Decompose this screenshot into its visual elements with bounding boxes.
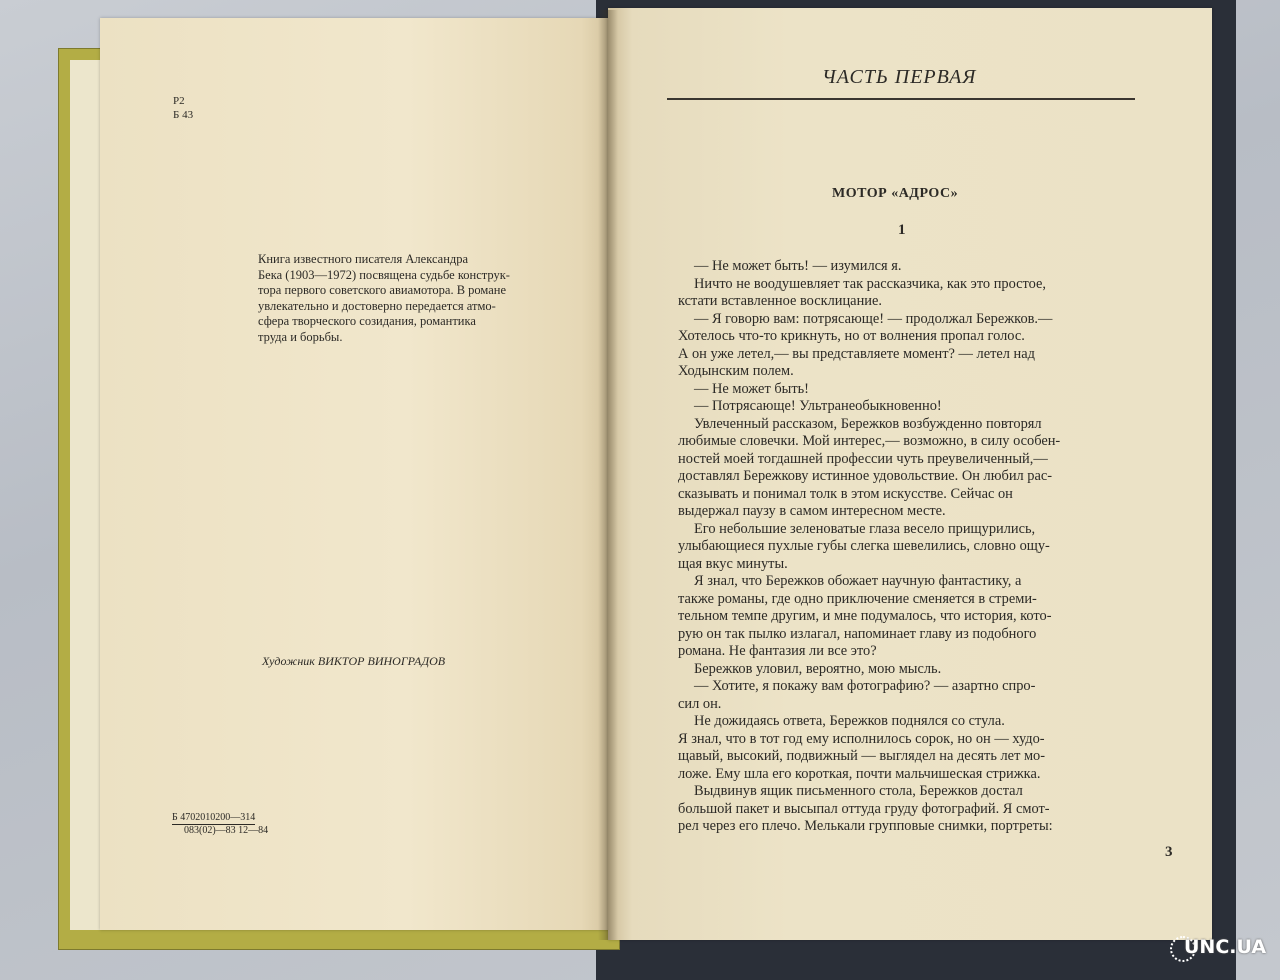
text-line: большой пакет и высыпал оттуда груду фотографий. Я смот- — [678, 800, 1050, 817]
chapter-title: МОТОР «АДРОС» — [832, 186, 959, 201]
text-line: А он уже летел,— вы представляете момент? — летел над — [678, 345, 1035, 362]
text-line: Ничто не воодушевляет так рассказчика, как это простое, — [694, 275, 1047, 292]
publication-code — [172, 812, 268, 837]
text-line: Ходынским полем. — [678, 363, 794, 379]
library-code-line1: Р2 — [173, 95, 185, 107]
section-number: 1 — [898, 222, 906, 238]
artist-credit: Художник ВИКТОР ВИНОГРАДОВ — [262, 654, 446, 668]
text-line: — Потрясающе! Ультранеобыкновенно! — [694, 398, 942, 414]
annotation-line: Книга известного писателя Александра — [258, 252, 469, 266]
annotation-line: труда и борьбы. — [258, 329, 343, 344]
text-line: Увлеченный рассказом, Бережков возбужденно повторял — [694, 415, 1042, 432]
text-line: тельном темпе другим, и мне подумалось, что история, кото- — [678, 608, 1052, 624]
text-line: кстати вставленное восклицание. — [678, 293, 882, 309]
left-page — [100, 18, 612, 930]
text-line: Не дожидаясь ответа, Бережков поднялся со стула. — [694, 713, 1005, 729]
publication-code-line2: 083(02)—83 12—84 — [184, 825, 269, 836]
text-line: Я знал, что в тот год ему исполнилось сорок, но он — худо- — [678, 730, 1045, 747]
text-line: — Не может быть! — [694, 380, 809, 397]
page-number: 3 — [1165, 844, 1173, 860]
book-gutter — [598, 10, 618, 940]
title-rule — [667, 98, 1135, 100]
text-line: Выдвинув ящик письменного стола, Бережков достал — [694, 783, 1023, 799]
body-text — [678, 258, 1172, 836]
text-line: щавый, высокий, подвижный — выглядел на десять лет мо- — [678, 748, 1046, 764]
publication-code-line1: Б 4702010200—314 — [172, 812, 256, 823]
text-line: Хотелось что-то крикнуть, но от волнения пропал голос. — [678, 328, 1025, 344]
text-line: ностей моей тогдашней профессии чуть преувеличенный,— — [678, 450, 1048, 467]
part-title: ЧАСТЬ ПЕРВАЯ — [822, 66, 977, 88]
text-line: сил он. — [678, 695, 722, 712]
annotation-line: тора первого советского авиамотора. В романе — [258, 283, 507, 297]
text-line: щая вкус минуты. — [678, 555, 788, 572]
text-line: Я знал, что Бережков обожает научную фантастику, а — [694, 573, 1022, 589]
text-line: любимые словечки. Мой интерес,— возможно, в силу особен- — [678, 433, 1061, 449]
text-line: Его небольшие зеленоватые глаза весело прищурились, — [694, 520, 1036, 537]
text-line: выдержал паузу в самом интересном месте. — [678, 503, 946, 519]
text-line: доставлял Бережкову истинное удовольствие. Он любил рас- — [678, 468, 1053, 484]
text-line: — Хотите, я покажу вам фотографию? — азартно спро- — [694, 678, 1036, 694]
text-line: Бережков уловил, вероятно, мою мысль. — [694, 660, 942, 677]
text-line: рую он так пылко излагал, напоминает главу из подобного — [678, 625, 1037, 642]
text-line: ложе. Ему шла его короткая, почти мальчишеская стрижка. — [678, 765, 1041, 782]
annotation-line: Бека (1903—1972) посвящена судьбе конструк- — [258, 267, 510, 282]
text-line: — Не может быть! — изумился я. — [694, 258, 902, 274]
text-line: — Я говорю вам: потрясающе! — продолжал Бережков.— — [694, 310, 1053, 327]
book-annotation — [258, 252, 520, 345]
watermark: UNC.UA — [1184, 936, 1267, 958]
annotation-line: сфера творческого созидания, романтика — [258, 314, 476, 328]
text-line: романа. Не фантазия ли все это? — [678, 643, 877, 659]
library-code-line2: Б 43 — [173, 109, 194, 121]
text-line: также романы, где одно приключение сменяется в стреми- — [678, 590, 1037, 607]
text-line: улыбающиеся пухлые губы слегка шевелились, словно ощу- — [678, 538, 1050, 554]
text-line: рел через его плечо. Мелькали групповые снимки, портреты: — [678, 818, 1053, 834]
text-line: сказывать и понимал толк в этом искусстве. Сейчас он — [678, 485, 1013, 502]
annotation-line: увлекательно и достоверно передается атмо- — [258, 298, 496, 313]
